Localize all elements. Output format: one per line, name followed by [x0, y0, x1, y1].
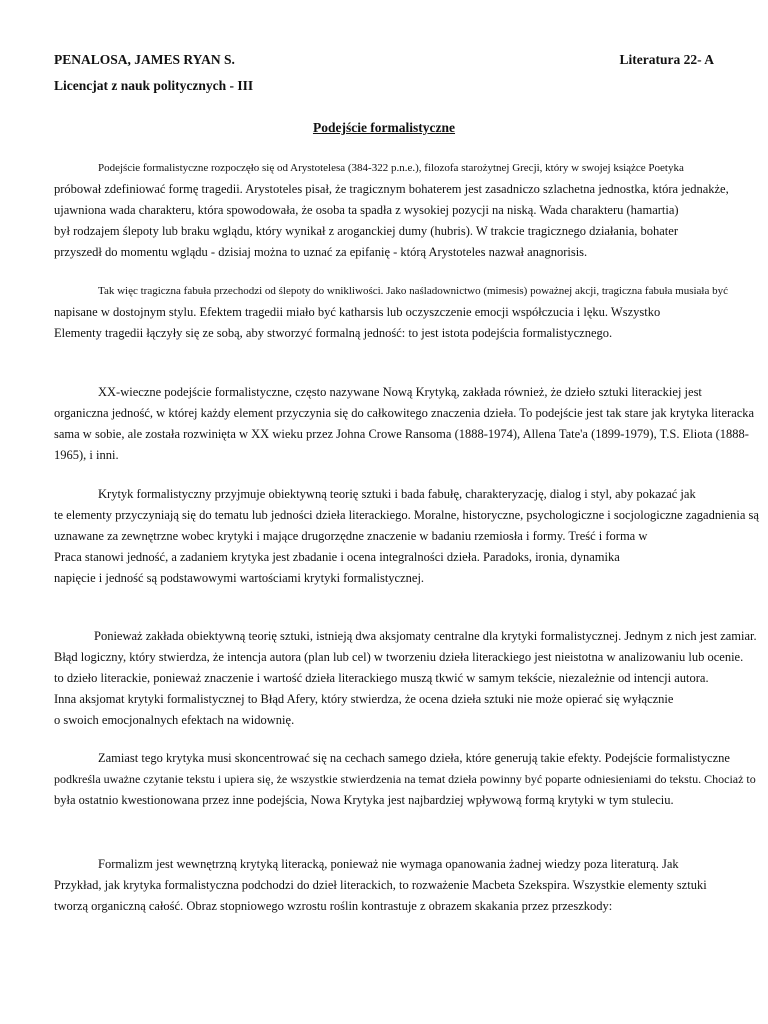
- program-name: Licencjat z nauk politycznych - III: [54, 78, 254, 93]
- text-line: Błąd logiczny, który stwierdza, że intencja autora (plan lub cel) w tworzeniu dzieła literackiego jest nieistotna w analizowaniu lub ocenie.: [54, 650, 744, 664]
- text-line: XX-wieczne podejście formalistyczne, często nazywane Nową Krytyką, zakłada również, że dzieło sztuki literackiej jest: [98, 385, 702, 399]
- text-line: Przykład, jak krytyka formalistyczna podchodzi do dzieł literackich, to rozważenie Macbeta Szekspira. Wszystkie elementy sztuki: [54, 878, 707, 892]
- text-line: Zamiast tego krytyka musi skoncentrować się na cechach samego dzieła, które generują takie efekty. Podejście formalistyczne: [98, 751, 730, 765]
- text-line: był rodzajem ślepoty lub braku wglądu, który wynikał z aroganckiej dumy (hubris). W trakcie tragicznego działania, bohater: [54, 224, 678, 238]
- text-line: 1965), i inni.: [54, 448, 119, 462]
- text-line: Formalizm jest wewnętrzną krytyką literacką, ponieważ nie wymaga opanowania żadnej wiedzy poza literaturą. Jak: [98, 857, 679, 871]
- text-line: organiczna jedność, w której każdy element przyczynia się do całkowitego znaczenia dzieła. To podejście jest tak stare jak krytyka literacka: [54, 406, 755, 420]
- text-line: o swoich emocjonalnych efektach na widownię.: [54, 713, 295, 727]
- text-line: była ostatnio kwestionowana przez inne podejścia, Nowa Krytyka jest najbardziej wpływową formą krytyki w tym stuleciu.: [54, 793, 674, 807]
- text-line: tworzą organiczną całość. Obraz stopniowego wzrostu roślin kontrastuje z obrazem skakania przez przeszkody:: [54, 899, 613, 913]
- author-name: PENALOSA, JAMES RYAN S.: [54, 52, 235, 67]
- text-line: podkreśla uważne czytanie tekstu i upiera się, że wszystkie stwierdzenia na temat dzieła powinny być poparte odniesieniami do tekstu. Chociaż to: [54, 772, 756, 786]
- text-line: przyszedł do momentu wglądu - dzisiaj można to uznać za epifanię - którą Arystoteles nazwał anagnorisis.: [54, 245, 588, 259]
- text-line: Ponieważ zakłada obiektywną teorię sztuki, istnieją dwa aksjomaty centralne dla krytyki formalistycznej. Jednym z nich jest zamiar.: [94, 629, 757, 643]
- text-line: Krytyk formalistyczny przyjmuje obiektywną teorię sztuki i bada fabułę, charakteryzację, dialog i styl, aby pokazać jak: [98, 487, 696, 501]
- text-line: Elementy tragedii łączyły się ze sobą, aby stworzyć formalną jedność: to jest istota podejścia formalistycznego.: [54, 326, 613, 340]
- text-line: to dzieło literackie, ponieważ znaczenie i wartość dzieła literackiego muszą tkwić w samym tekście, niezależnie od intencji autora.: [54, 671, 709, 685]
- text-line: Praca stanowi jedność, a zadaniem krytyka jest zbadanie i ocena integralności dzieła. Paradoks, ironia, dynamika: [54, 550, 620, 564]
- course-code: Literatura 22- A: [619, 52, 714, 67]
- text-line: napięcie i jedność są podstawowymi wartościami krytyki formalistycznej.: [54, 571, 425, 585]
- text-line: Inna aksjomat krytyki formalistycznej to Błąd Afery, który stwierdza, że ocena dzieła sztuki nie może opierać się wyłącznie: [54, 692, 674, 706]
- text-line: napisane w dostojnym stylu. Efektem tragedii miało być katharsis lub oczyszczenie emocji współczucia i lęku. Wszystko: [54, 305, 661, 319]
- text-line: ujawniona wada charakteru, która spowodowała, że osoba ta spadła z wysokiej pozycji na niską. Wada charakteru (hamartia): [54, 203, 679, 217]
- text-line: sama w sobie, ale została rozwinięta w XX wieku przez Johna Crowe Ransoma (1888-1974), Allena Tate'a (1899-1979), T.S. Eliota (1888-: [54, 427, 749, 441]
- text-line: te elementy przyczyniają się do tematu lub jedności dzieła literackiego. Moralne, historyczne, psychologiczne i socjologiczne zagadnienia są: [54, 508, 759, 522]
- text-line: próbował zdefiniować formę tragedii. Arystoteles pisał, że tragicznym bohaterem jest zasadniczo szlachetna jednostka, która jednakże,: [54, 182, 729, 196]
- text-line: Tak więc tragiczna fabuła przechodzi od ślepoty do wnikliwości. Jako naśladownictwo (mimesis) poważnej akcji, tragiczna fabuła musiała być: [98, 285, 728, 297]
- text-line: uznawane za zewnętrzne wobec krytyki i mające drugorzędne znaczenie w badaniu rzemiosła i formy. Treść i forma w: [54, 529, 648, 543]
- text-line: Podejście formalistyczne rozpoczęło się od Arystotelesa (384-322 p.n.e.), filozofa starożytnej Grecji, który w swojej książce Poetyka: [98, 162, 684, 174]
- document-title: Podejście formalistyczne: [312, 120, 456, 135]
